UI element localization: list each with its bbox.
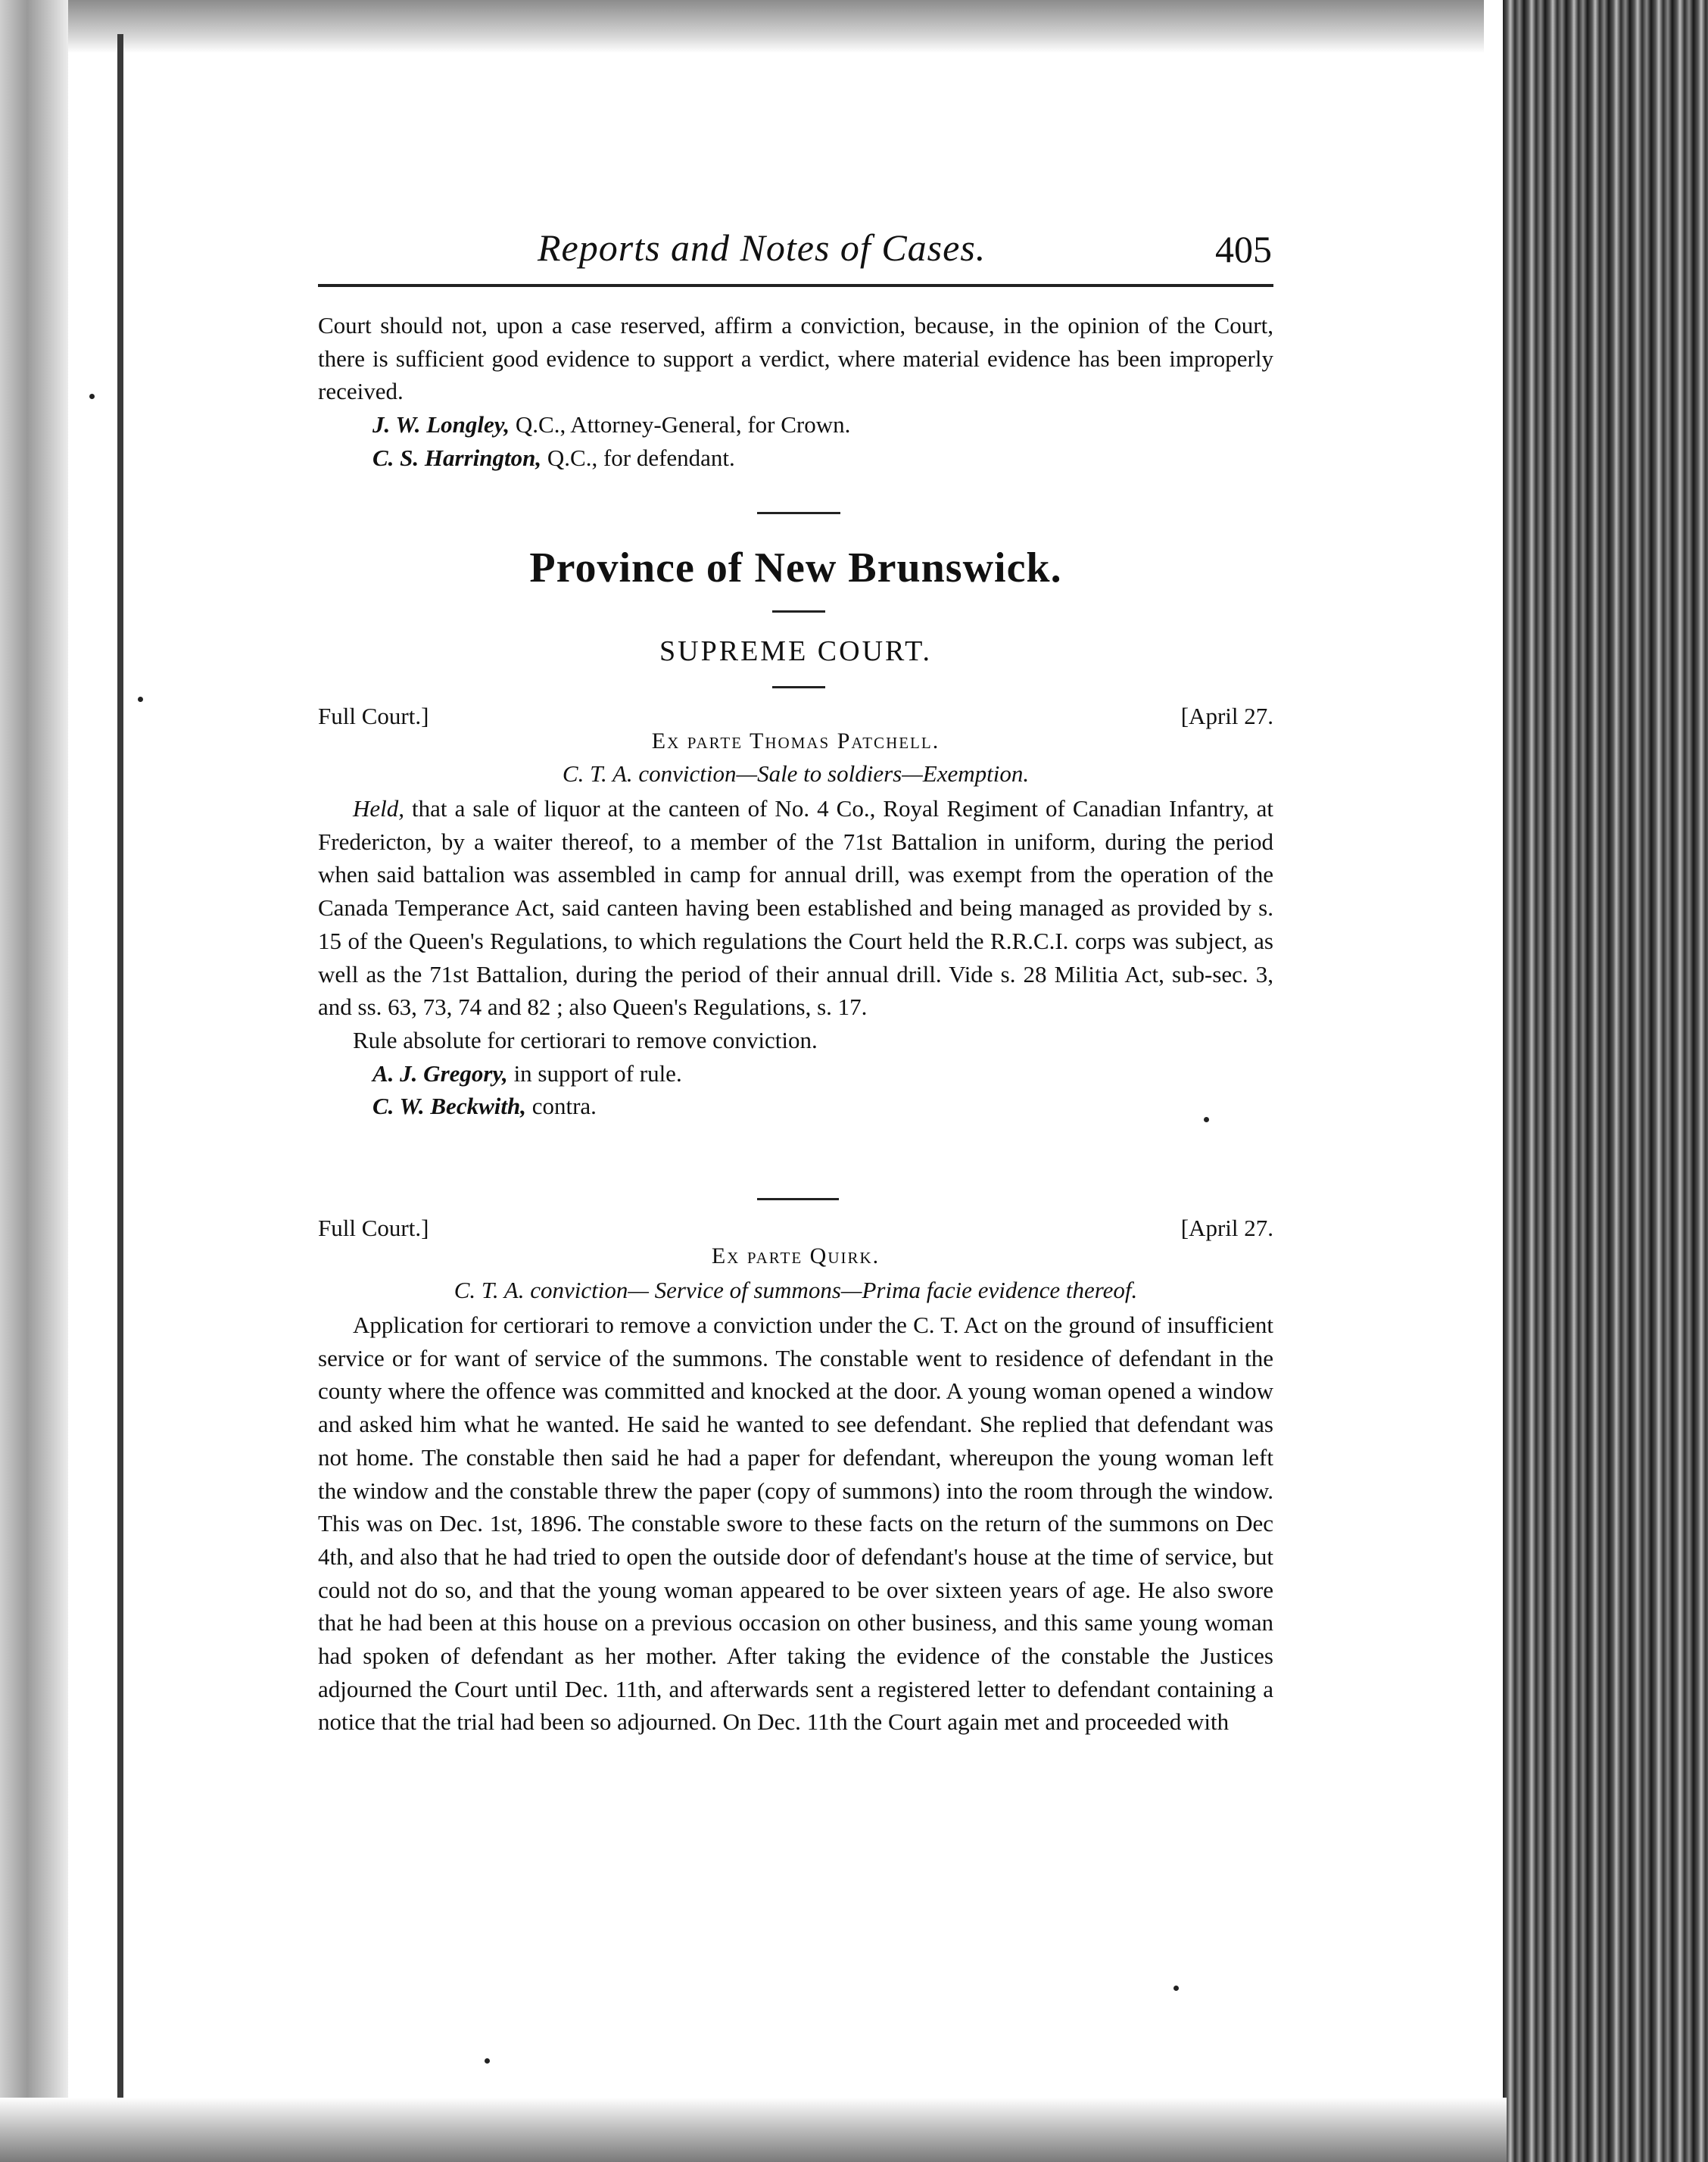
running-head [318, 226, 1272, 286]
scan-speck [138, 697, 143, 702]
case-headnote: C. T. A. conviction— Service of summons—Prima facie evidence thereof. [453, 1277, 1138, 1303]
header-rule [318, 284, 1273, 287]
case-result: Rule absolute for certiorari to remove conviction. [353, 1026, 818, 1053]
scan-edge-left [0, 0, 68, 2162]
case-headnote: C. T. A. conviction—Sale to soldiers—Exemption. [562, 760, 1030, 787]
counsel-role: in support of rule. [507, 1059, 682, 1087]
case-paragraph: Application for certiorari to remove a conviction under the C. T. Act on the ground of insufficient service or for want of service of the summons. The constable went to residence of defendant in the county where the offence was committed and knocked at the door. A young woman opened a window and asked him what he wanted. He said he wanted to see defendant. She replied that defendant was not home. The constable then said he had a paper for defendant, whereupon the young woman left the window and the constable threw the paper (copy of summons) into the room through the window. This was on Dec. 1st, 1896. The constable swore to these facts on the return of the summons on Dec 4th, and also that he had tried to open the outside door of defendant's house at the time of service, but could not do so, and that the young woman appeared to be over sixteen years of age. He also swore that he had been at this house on a previous occasion on other business, and this same young woman had spoken of defendant as her mother. After taking the evidence of the constable the Justices adjourned the Court until Dec. 11th, and afterwards sent a registered letter to defendant containing a notice that the trial had been so adjourned. On Dec. 11th the Court again met and proceeded with [318, 1312, 1273, 1736]
counsel-name: A. J. Gregory, [372, 1059, 508, 1087]
scan-speck [1173, 1986, 1179, 1991]
section-divider [772, 686, 825, 688]
counsel-name: J. W. Longley, [372, 411, 510, 438]
counsel-name: C. W. Beckwith, [372, 1093, 526, 1120]
scan-binding-line [117, 34, 123, 2124]
court-label: Full Court.] [318, 703, 429, 729]
case-date: [April 27. [1180, 1215, 1273, 1241]
scan-edge-top [0, 0, 1484, 53]
held-label: Held, [353, 795, 405, 822]
province-heading: Province of New Brunswick. [529, 544, 1062, 591]
case-body [318, 1309, 1273, 1739]
case-date: [April 27. [1180, 703, 1273, 729]
counsel-role: contra. [525, 1093, 597, 1120]
scan-speck [485, 2058, 490, 2064]
scan-edge-bottom [0, 2098, 1507, 2162]
case-title: Ex parte Quirk. [711, 1243, 880, 1268]
case-body [318, 792, 1273, 1123]
counsel-line [318, 408, 1273, 441]
scan-edge-right [1503, 0, 1708, 2162]
scan-speck [89, 394, 95, 399]
section-divider [772, 610, 825, 613]
section-divider [757, 1198, 839, 1200]
counsel-line [318, 441, 1273, 475]
continuation-paragraph: Court should not, upon a case reserved, affirm a conviction, because, in the opinion of the Court, there is sufficient good evidence to support a verdict, where material evidence has been improperly received. [318, 312, 1273, 405]
top-section [318, 309, 1273, 475]
section-divider [757, 512, 840, 514]
counsel-role: Q.C., for defendant. [541, 444, 735, 471]
court-label: Full Court.] [318, 1215, 429, 1241]
counsel-line [318, 1057, 1273, 1090]
counsel-role: Q.C., Attorney-General, for Crown. [510, 411, 851, 438]
page-number: 405 [1215, 228, 1272, 270]
case-title: Ex parte Thomas Patchell. [651, 728, 940, 753]
counsel-name: C. S. Harrington, [372, 444, 542, 471]
held-text: that a sale of liquor at the canteen of No. 4 Co., Royal Regiment of Canadian Infantry, at Fredericton, by a waiter thereof, to a member of the 71st Battalion in uniform, during the period when said battalion was assembled in camp for annual drill, was exempt from the operation of the Canada Temperance Act, said canteen having been established and being managed as provided by s. 15 of the Queen's Regulations, to which regulations the Court held the R.R.C.I. corps was subject, as well as the 71st Battalion, during the period of their annual drill. Vide s. 28 Militia Act, sub-sec. 3, and ss. 63, 73, 74 and 82 ; also Queen's Regulations, s. 17. [318, 795, 1273, 1021]
counsel-line [318, 1090, 1273, 1123]
court-heading: SUPREME COURT. [659, 635, 932, 667]
running-title: Reports and Notes of Cases. [538, 226, 986, 269]
case-paragraph [318, 792, 1273, 1024]
